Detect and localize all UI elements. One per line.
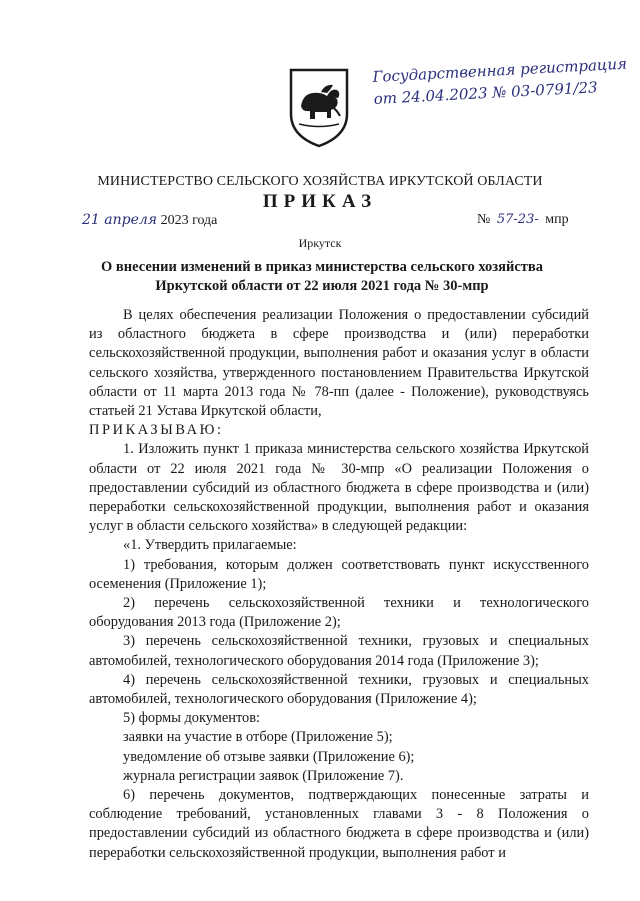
form-item: уведомление об отзыве заявки (Приложение 6); [123, 748, 415, 765]
order-date [82, 212, 217, 229]
order-number-prefix: № [477, 212, 491, 227]
list-item: 6) перечень документов, подтверждающих понесенные затраты и соблюдение требований, установленных главами 3 - 8 Положения о предоставлении субсидий из областного бюджета в сфере производства и (или) переработки сельскохозяйственной продукции, выполнения работ и [89, 787, 589, 861]
order-date-handwritten: 21 апреля [82, 212, 158, 228]
item-1-lead: «1. Утвердить прилагаемые: [123, 537, 297, 554]
form-item: журнала регистрации заявок (Приложение 7). [123, 767, 404, 784]
ministry-name: МИНИСТЕРСТВО СЕЛЬСКОГО ХОЗЯЙСТВА ИРКУТСКОЙ ОБЛАСТИ [97, 174, 543, 189]
list-item: 4) перечень сельскохозяйственной техники, грузовых и специальных автомобилей, технологического оборудования (Приложение 4); [89, 671, 589, 708]
form-item: заявки на участие в отборе (Приложение 5); [123, 729, 393, 746]
city: Иркутск [298, 236, 342, 250]
order-number [477, 212, 569, 228]
list-item: 5) формы документов: [123, 710, 261, 727]
order-number-suffix: мпр [545, 212, 569, 227]
list-item: 2) перечень сельскохозяйственной техники и технологического оборудования 2013 года (Приложение 2); [89, 595, 589, 631]
order-number-handwritten: 57-23- [496, 212, 539, 227]
registration-note-line2: от 24.04.2023 № 03-0791/23 [373, 78, 599, 108]
list-item: 1) требования, которым должен соответствовать пункт искусственного осеменения (Приложение 1); [89, 556, 589, 592]
order-body [89, 306, 589, 863]
registration-note [372, 53, 629, 110]
order-subject: О внесении изменений в приказ министерства сельского хозяйства Иркутской области от 22 июля 2021 года № 30-мпр [101, 259, 543, 294]
registration-note-line1: Государственная регистрация [372, 54, 628, 86]
list-item: 3) перечень сельскохозяйственной техники, грузовых и специальных автомобилей, технологического оборудования 2014 года (Приложение 3); [89, 633, 589, 669]
item-1: 1. Изложить пункт 1 приказа министерства сельского хозяйства Иркутской области от 22 июля 2021 года № 30-мпр «О реализации Положения о предоставлении субсидий из областного бюджета в сфере производства и (или) переработки сельскохозяйственной продукции, выполнения работ и оказания услуг в области сельского хозяйства» в следующей редакции: [89, 441, 589, 535]
order-date-year: 2023 года [160, 213, 218, 228]
order-word: ПРИКАЗЫВАЮ: [89, 422, 224, 439]
preamble: В целях обеспечения реализации Положения о предоставлении субсидий из областного бюджета в сфере производства и (или) переработки сельскохозяйственной продукции, выполнения работ и оказания услуг в области сельского хозяйства, утвержденного постановлением Правительства Иркутской области от 11 марта 2013 года № 78-пп (далее - Положение), руководствуясь статьей 21 Устава Иркутской области, [89, 307, 589, 420]
irkutsk-coat-of-arms-icon [287, 66, 351, 148]
order-title: ПРИКАЗ [262, 191, 378, 212]
